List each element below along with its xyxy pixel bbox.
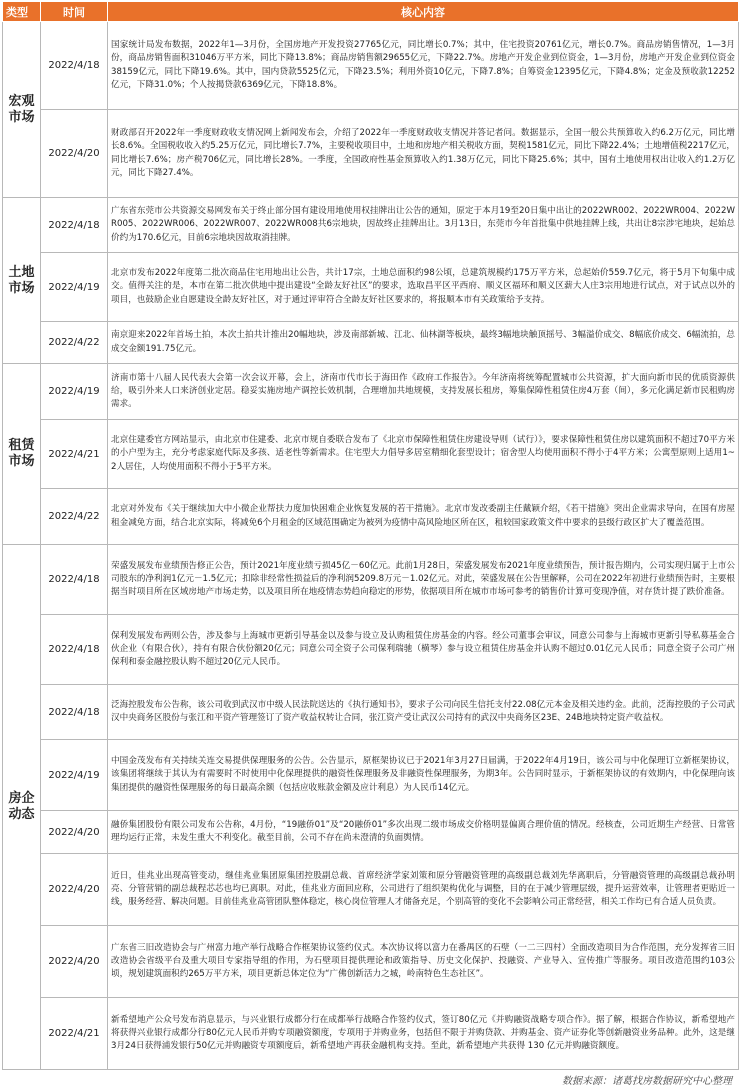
table-row <box>3 740 739 811</box>
category-rent: 租赁 市场 <box>3 364 41 545</box>
row-date: 2022/4/21 <box>41 998 108 1070</box>
row-content: 广东省三旧改造协会与广州富力地产举行战略合作框架协议签约仪式。本次协议将以富力在番禺区的石壁（一二三四村）全面改造项目为合作范围，充分发挥省三旧改造协会省级平台及重大项目专家指导组的作用，为石壁项目提供理论和政策指导、历史文化保护、投融资、产业导入、宣传推广等服务。项目改造范围约103公顷，规划建筑面积约265万平方米，项目更新总体定位为“广佛创新活力之城，岭南特色生态社区”。 <box>108 926 739 998</box>
header-time: 时间 <box>41 2 108 22</box>
report-table-container <box>2 1 738 1087</box>
row-content: 国家统计局发布数据，2022年1—3月份，全国房地产开发投资27765亿元，同比增长0.7%；其中，住宅投资20761亿元，增长0.7%。商品房销售情况，1—3月份，商品房销售面积31046万平方米，同比下降13.8%；商品房销售额29655亿元，下降22.7%。房地产开发企业到位资金，1—3月份，房地产开发企业到位资金38159亿元，同比下降19.6%。其中，国内贷款5525亿元，下降23.5%；利用外资10亿元，下降7.8%；自筹资金12395亿元，下降4.8%；定金及预收款12252亿元，下降31.0%；个人按揭贷款6369亿元，下降18.8%。 <box>108 22 739 110</box>
row-content: 保利发展发布两则公告，涉及参与上海城市更新引导基金以及参与设立及认购租赁住房基金的内容。经公司董事会审议，同意公司参与上海城市更新引导私募基金合伙企业（有限合伙），持有有限合伙份额20亿元；同意公司全资子公司保利瑞驰（横琴）参与设立租赁住房基金并认购不超过0.01亿元人民币；同意全资子公司广州保利和泰金融控股认购不超过20亿元人民币。 <box>108 615 739 685</box>
row-content: 融侨集团股份有限公司发布公告称，4月份，“19融侨01”及“20融侨01”多次出现二级市场成交价格明显偏离合理价值的情况。经核查，公司近期生产经营、日常管理均运行正常，未发生重大不利变化。截至目前，公司不存在尚未澄清的负面舆情。 <box>108 811 739 854</box>
row-content: 济南市第十八届人民代表大会第一次会议开幕，会上，济南市代市长于海田作《政府工作报告》。今年济南将统筹配置城市公共资源，扩大面向新市民的优质资源供给，吸引外来人口来济创业定居。稳妥实施房地产调控长效机制，合理增加共地规模，支持发展长租房，筹集保障性租赁住房4万套（间），多元化满足新市民租购房需求。 <box>108 364 739 420</box>
header-type: 类型 <box>3 2 41 22</box>
table-row <box>3 364 739 420</box>
row-date: 2022/4/19 <box>41 740 108 811</box>
row-date: 2022/4/18 <box>41 22 108 110</box>
table-row <box>3 420 739 489</box>
table-row <box>3 615 739 685</box>
row-content: 新希望地产公众号发布消息显示，与兴业银行成都分行在成都举行战略合作签约仪式，签订80亿元《并购融资战略专项合作》。据了解，根据合作协议，新希望地产将获得兴业银行成都分行80亿元人民币并购专项融资额度，专项用于并购业务，包括但不限于并购贷款、并购基金、资产证券化等创新融资业务品种。此外，这是继3月24日获得浦发银行50亿元并购融资专项额度后，新希望地产再获金融机构支持。至此，新希望地产共获得 130 亿元并购融资额度。 <box>108 998 739 1070</box>
row-content: 财政部召开2022年一季度财政收支情况网上新闻发布会，介绍了2022年一季度财政收支情况并答记者问。数据显示，全国一般公共预算收入约6.2万亿元，同比增长8.6%。全国税收收入约5.25万亿元，同比增长7.7%，主要税收项目中，土地和房地产相关税收方面，契税1581亿元，同比下降22.4%；土地增值税2217亿元，同比增长7.6%；房产税706亿元，同比增长28%。一季度，全国政府性基金预算收入约1.38万亿元，同比下降25.6%；其中，国有土地使用权出让收入约1.2万亿元，同比下降27.4%。 <box>108 110 739 198</box>
row-date: 2022/4/19 <box>41 364 108 420</box>
row-content: 泛海控股发布公告称，该公司收到武汉市中级人民法院送达的《执行通知书》，要求子公司向民生信托支付22.08亿元本金及相关违约金。此前，泛海控股的子公司武汉中央商务区股份与张江和平资产管理签订了资产收益权转让合同，张江资产受让武汉公司持有的武汉中央商务区23E、24B地块特定资产收益权。 <box>108 685 739 740</box>
row-content: 荣盛发展发布业绩预告修正公告，预计2021年度业绩亏损45亿－60亿元。此前1月28日，荣盛发展发布2021年度业绩预告，预计报告期内，公司实现归属于上市公司股东的净利润1亿元－1.5亿元；扣除非经常性损益后的净利润5209.8万元－1.02亿元。对此，荣盛发展在公告里解释，公司在2022年初进行业绩预告时，主要根据当时项目所在区域房地产市场走势，以及项目所在地疫情态势趋向稳定的形势，依据项目所在城市市场可参考的销售价计算可变现净值，对存货计提了跌价准备。 <box>108 545 739 615</box>
category-land: 土地 市场 <box>3 198 41 364</box>
header-content: 核心内容 <box>108 2 739 22</box>
row-content: 近日，佳兆业出现高管变动，继佳兆业集团原集团控股副总裁、首席经济学家刘策和原分管融资管理的高级副总裁刘先华离职后，分管融资管理的高级副总裁孙明亮、分管营销的副总裁程芯芯也均已离职。对此，佳兆业方面回应称，公司进行了组织架构优化与调整，目的在于减少管理层级，提升运营效率，让管理者更贴近一线，服务经营、解决问题。目前佳兆业高管团队整体稳定，核心岗位管理人才储备充足，个别高管的变化不会影响公司正常经营，相关工作均已有合适人员负责。 <box>108 854 739 926</box>
row-date: 2022/4/22 <box>41 489 108 545</box>
row-date: 2022/4/20 <box>41 811 108 854</box>
table-row <box>3 685 739 740</box>
table-row <box>3 322 739 364</box>
data-source-note: 数据来源：诸葛找房数据研究中心整理 <box>562 1076 732 1087</box>
row-content: 北京市发布2022年度第二批次商品住宅用地出让公告，共计17宗，土地总面积约98公顷，总建筑规模约175万平方米，总起始价559.7亿元，将于5月下旬集中成交。值得关注的是，本市在第二批次供地中提出建设“全龄友好社区”的要求，选取昌平区平西府、顺义区福环和顺义区薪大人庄3宗用地进行试点，对于试点以外的项目，也鼓励企业自愿建设全龄友好社区，对于通过评审符合全龄友好社区要求的，将报顺本市有关政策给予支持。 <box>108 253 739 322</box>
table-row <box>3 489 739 545</box>
row-date: 2022/4/18 <box>41 545 108 615</box>
row-date: 2022/4/20 <box>41 926 108 998</box>
row-content: 广东省东莞市公共资源交易网发布关于终止部分国有建设用地使用权挂牌出让公告的通知，原定于本月19至20日集中出让的2022WR002、2022WR004、2022WR005、2022WR006、2022WR007、2022WR008共6宗地块，因故终止挂牌出让。3月13日，东莞市今年首批集中供地挂牌上线，共出让8宗涉宅地块，起始总价约为170.6亿元，目前6宗地块因故取消挂牌。 <box>108 198 739 253</box>
category-macro: 宏观 市场 <box>3 22 41 198</box>
row-date: 2022/4/18 <box>41 615 108 685</box>
table-row <box>3 22 739 110</box>
table-row <box>3 198 739 253</box>
table-row <box>3 926 739 998</box>
row-date: 2022/4/22 <box>41 322 108 364</box>
category-firm: 房企 动态 <box>3 545 41 1070</box>
row-date: 2022/4/18 <box>41 685 108 740</box>
row-date: 2022/4/20 <box>41 110 108 198</box>
table-row <box>3 253 739 322</box>
row-date: 2022/4/19 <box>41 253 108 322</box>
row-date: 2022/4/21 <box>41 420 108 489</box>
row-date: 2022/4/20 <box>41 854 108 926</box>
row-content: 中国金茂发布有关持续关连交易提供保理服务的公告。公告显示，原框架协议已于2021年3月27日届满，于2022年4月19日，该公司与中化保理订立新框架协议，该集团将继续于其认为有需要时不时使用中化保理提供的融资性保理服务及非融资性保理服务，为期3年。公告同时显示，于新框架协议的有效期内，中化保理向该集团提供的融资性保理服务的每日最高余额（包括应收账款金额及应计利息）为人民币14亿元。 <box>108 740 739 811</box>
row-content: 北京对外发布《关于继续加大中小微企业帮扶力度加快困难企业恢复发展的若干措施》。北京市发改委副主任戴颖介绍，《若干措施》突出企业需求导向，在国有房屋租金减免方面，结合北京实际，将减免6个月租金的区域范围确定为被列为疫情中高风险地区所在区，租较国家政策文件中要求的县级行政区扩大了覆盖范围。 <box>108 489 739 545</box>
table-row <box>3 811 739 854</box>
table-header <box>3 2 739 22</box>
table-row <box>3 998 739 1070</box>
row-content: 北京住建委官方网站显示，由北京市住建委、北京市规自委联合发布了《北京市保障性租赁住房建设导则（试行）》，要求保障性租赁住房以建筑面积不超过70平方米的小户型为主，充分考虑家庭代际及多孩、适老性等新需求。住宅型大力倡导多居室精细化套型设计；宿舍型人均使用面积不得小于4平方米；公寓型原则上适用1~2人居住，人均使用面积不得小于5平方米。 <box>108 420 739 489</box>
news-table <box>2 1 739 1070</box>
table-row <box>3 110 739 198</box>
table-row <box>3 854 739 926</box>
table-row <box>3 545 739 615</box>
row-date: 2022/4/18 <box>41 198 108 253</box>
row-content: 南京迎来2022年首场土拍，本次土拍共计推出20幅地块，涉及南部新城、江北、仙林湖等板块，最终3幅地块触顶摇号、3幅溢价成交、8幅底价成交、6幅流拍，总成交金额191.75亿元。 <box>108 322 739 364</box>
